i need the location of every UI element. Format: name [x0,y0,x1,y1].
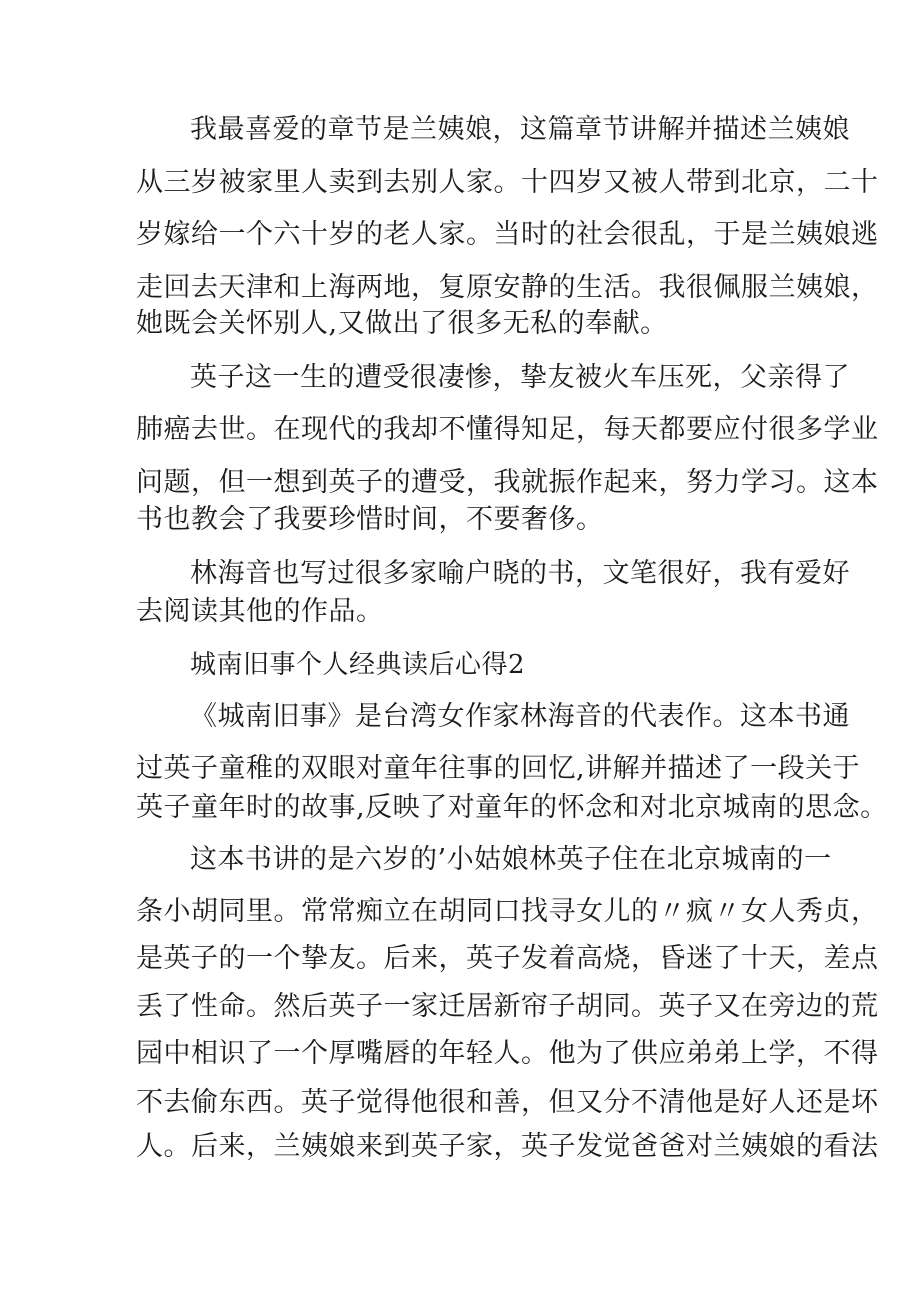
paragraph-line: 去阅读其他的作品。 [136,596,384,627]
paragraph-line: 走回去天津和上海两地，复原安静的生活。我很佩服兰姨娘， [136,272,879,303]
paragraph-line: 人。后来，兰姨娘来到英子家，英子发觉爸爸对兰姨娘的看法 [136,1131,879,1162]
paragraph-line: 这本书讲的是六岁的’小姑娘林英子住在北京城南的一 [190,844,832,875]
paragraph-line: 英子这一生的遭受很凄惨，挚友被火车压死，父亲得了 [190,362,850,393]
paragraph-line: 是英子的一个挚友。后来，英子发着高烧，昏迷了十天，差点 [136,943,879,974]
paragraph-line: 《城南旧事》是台湾女作家林海音的代表作。这本书通 [190,701,850,732]
paragraph-line: 岁嫁给一个六十岁的老人家。当时的社会很乱，于是兰姨娘逃 [136,219,879,250]
paragraph-line: 过英子童稚的双眼对童年往事的回忆,讲解并描述了一段关于 [136,753,861,784]
paragraph-line: 园中相识了一个厚嘴唇的年轻人。他为了供应弟弟上学，不得 [136,1038,879,1069]
paragraph-line: 书也教会了我要珍惜时间，不要奢侈。 [136,504,604,535]
paragraph-line: 林海音也写过很多家喻户晓的书，文笔很好，我有爱好 [190,558,850,589]
paragraph-line: 我最喜爱的章节是兰姨娘，这篇章节讲解并描述兰姨娘 [190,114,850,145]
section-heading: 城南旧事个人经典读后心得2 [190,650,526,680]
paragraph-line: 条小胡同里。常常痴立在胡同口找寻女儿的〃疯〃女人秀贞， [136,896,879,927]
paragraph-line: 从三岁被家里人卖到去别人家。十四岁又被人带到北京，二十 [136,167,879,198]
paragraph-line: 丢了性命。然后英子一家迁居新帘子胡同。英子又在旁边的荒 [136,991,879,1022]
paragraph-line: 肺癌去世。在现代的我却不懂得知足，每天都要应付很多学业 [136,414,879,445]
paragraph-line: 她既会关怀别人,又做出了很多无私的奉献。 [136,308,668,339]
paragraph-line: 英子童年时的故事,反映了对童年的怀念和对北京城南的思念。 [136,792,888,823]
paragraph-line: 问题，但一想到英子的遭受，我就振作起来，努力学习。这本 [136,467,879,498]
paragraph-line: 不去偷东西。英子觉得他很和善，但又分不清他是好人还是坏 [136,1087,879,1118]
